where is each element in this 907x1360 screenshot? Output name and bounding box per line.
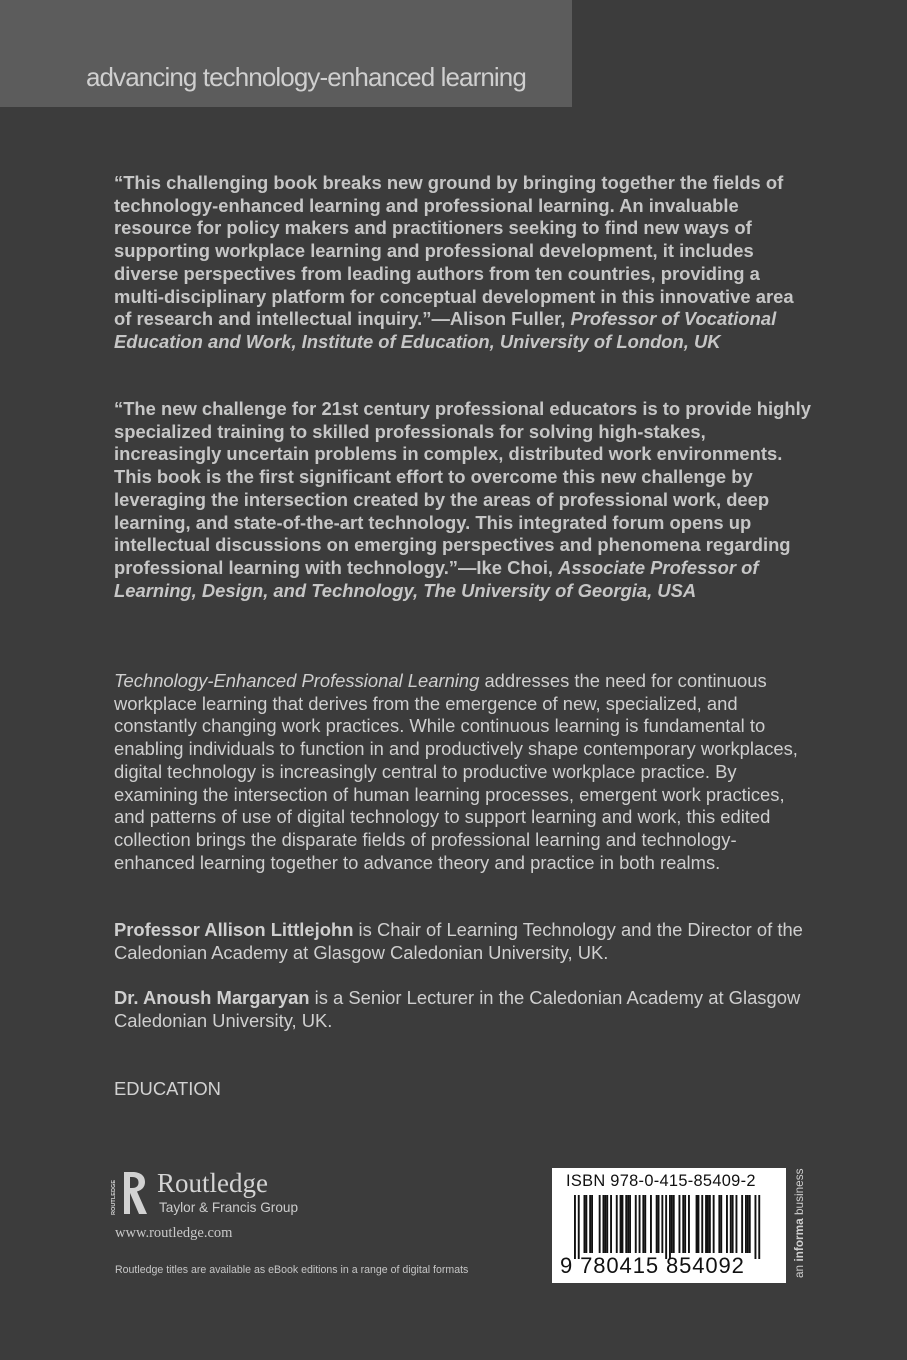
publisher-url[interactable]: www.routledge.com bbox=[115, 1225, 233, 1241]
barcode-bar bbox=[616, 1195, 618, 1253]
barcode-bar bbox=[673, 1195, 675, 1253]
quote-text: “This challenging book breaks new ground by bringing together the fields of technology-enhanced learning and professional learning. An invaluable resource for policy makers and practitioners seeking to find new ways of supporting workplace learning and professional development, it includes diverse perspectives from leading authors from ten countries, providing a multi-disciplinary platform for conceptual development in this innovative area of research and intellectual inquiry.”—Alison Fuller, bbox=[114, 172, 794, 330]
barcode-bar bbox=[709, 1195, 711, 1253]
barcode-bar bbox=[755, 1195, 757, 1259]
barcode-bar bbox=[584, 1195, 586, 1253]
barcode-bar bbox=[604, 1195, 606, 1253]
barcode-bar bbox=[591, 1195, 593, 1253]
barcode-bar bbox=[578, 1195, 580, 1259]
barcode-bar bbox=[644, 1195, 646, 1253]
barcode-bar bbox=[606, 1195, 608, 1253]
isbn-barcode bbox=[552, 1168, 786, 1283]
endorsement-quote bbox=[114, 172, 814, 354]
barcode-bar bbox=[713, 1195, 715, 1253]
barcode-bar bbox=[747, 1195, 749, 1253]
author-name: Dr. Anoush Margaryan bbox=[114, 987, 310, 1008]
barcode-bar bbox=[639, 1195, 641, 1253]
barcode-bar bbox=[720, 1195, 722, 1253]
barcode-bars bbox=[574, 1195, 764, 1261]
author-bio bbox=[114, 987, 814, 1032]
barcode-bar bbox=[661, 1195, 663, 1253]
barcode-bar bbox=[589, 1195, 591, 1253]
svg-text:ROUTLEDGE: ROUTLEDGE bbox=[111, 1179, 117, 1215]
barcode-bar bbox=[682, 1195, 684, 1253]
barcode-bar bbox=[726, 1195, 728, 1253]
isbn-number: ISBN 978-0-415-85409-2 bbox=[566, 1172, 756, 1190]
barcode-bar bbox=[745, 1195, 747, 1253]
informa-business-label: an informa business bbox=[792, 1168, 806, 1278]
author-name: Professor Allison Littlejohn bbox=[114, 919, 354, 940]
barcode-bar bbox=[741, 1195, 743, 1253]
barcode-bar bbox=[610, 1195, 612, 1253]
barcode-bar bbox=[599, 1195, 601, 1253]
barcode-bar bbox=[658, 1195, 660, 1253]
barcode-bar bbox=[749, 1195, 751, 1253]
endorsement-quote bbox=[114, 398, 814, 602]
series-band bbox=[0, 0, 572, 107]
bio-text: is Chair of Learning Technology and the Director of the Caledonian Academy at Glasgow Caledonian University, UK. bbox=[114, 919, 803, 963]
book-description bbox=[114, 670, 814, 874]
barcode-bar bbox=[620, 1195, 622, 1253]
barcode-bar bbox=[625, 1195, 627, 1253]
series-title: advancing technology-enhanced learning bbox=[86, 62, 526, 92]
barcode-bar bbox=[585, 1195, 587, 1253]
barcode-bar bbox=[635, 1195, 637, 1253]
quote-text: “The new challenge for 21st century professional educators is to provide highly specialized training to skilled professionals for solving high-stakes, increasingly uncertain problems in complex, distributed work environments. This book is the first significant effort to overcome this new challenge by leveraging the intersection created by the areas of professional work, deep learning, and state-of-the-art technology. This integrated forum opens up intellectual discussions on emerging perspectives and phenomena regarding professional learning with technology.”—Ike Choi, bbox=[114, 398, 811, 578]
barcode-bar bbox=[688, 1195, 690, 1253]
barcode-bar bbox=[665, 1195, 667, 1259]
barcode-bar bbox=[732, 1195, 734, 1253]
barcode-bar bbox=[650, 1195, 652, 1253]
barcode-bar bbox=[574, 1195, 576, 1259]
barcode-bar bbox=[696, 1195, 698, 1253]
bio-text: is a Senior Lecturer in the Caledonian Academy at Glasgow Caledonian University, UK. bbox=[114, 987, 801, 1031]
barcode-bar bbox=[669, 1195, 671, 1259]
ebook-note: Routledge titles are available as eBook editions in a range of digital formats bbox=[115, 1264, 469, 1276]
barcode-digits: 9 780415 854092 bbox=[560, 1253, 745, 1278]
description-text: addresses the need for continuous workplace learning that derives from the emergence of new, specialized, and constantly changing work practices. While continuous learning is fundamental to enabling individuals to function in and productively shape contemporary workplaces, digital technology is increasingly central to productive workplace practice. By examining the intersection of human learning processes, emergent work practices, and patterns of use of digital technology to support learning and work, this edited collection brings the disparate fields of professional learning and technology-enhanced learning together to advance theory and practice in both realms. bbox=[114, 670, 798, 873]
barcode-bar bbox=[642, 1195, 644, 1253]
barcode-bar bbox=[671, 1195, 673, 1253]
barcode-bar bbox=[622, 1195, 624, 1253]
barcode-bar bbox=[684, 1195, 686, 1253]
subject-category: EDUCATION bbox=[114, 1078, 221, 1099]
book-title: Technology-Enhanced Professional Learning bbox=[114, 670, 480, 691]
author-bio bbox=[114, 919, 814, 964]
quote-attribution: Associate Professor of Learning, Design, and Technology, The University of Georgia, USA bbox=[114, 556, 759, 601]
barcode-bar bbox=[718, 1195, 720, 1253]
barcode-bar bbox=[627, 1195, 629, 1253]
quote-attribution: Professor of Vocational Education and Work, Institute of Education, University of London, UK bbox=[114, 308, 777, 352]
barcode-bar bbox=[705, 1195, 707, 1253]
publisher-name: Routledge bbox=[157, 1168, 268, 1198]
barcode-bar bbox=[603, 1195, 605, 1253]
barcode-bar bbox=[701, 1195, 703, 1253]
barcode-bar bbox=[707, 1195, 709, 1253]
publisher-group: Taylor & Francis Group bbox=[159, 1200, 299, 1215]
routledge-logo-icon bbox=[113, 1167, 153, 1219]
barcode-bar bbox=[730, 1195, 732, 1253]
barcode-bar bbox=[698, 1195, 700, 1253]
barcode-bar bbox=[656, 1195, 658, 1253]
barcode-bar bbox=[736, 1195, 738, 1253]
barcode-bar bbox=[679, 1195, 681, 1253]
barcode-bar bbox=[629, 1195, 631, 1253]
barcode-bar bbox=[758, 1195, 760, 1259]
